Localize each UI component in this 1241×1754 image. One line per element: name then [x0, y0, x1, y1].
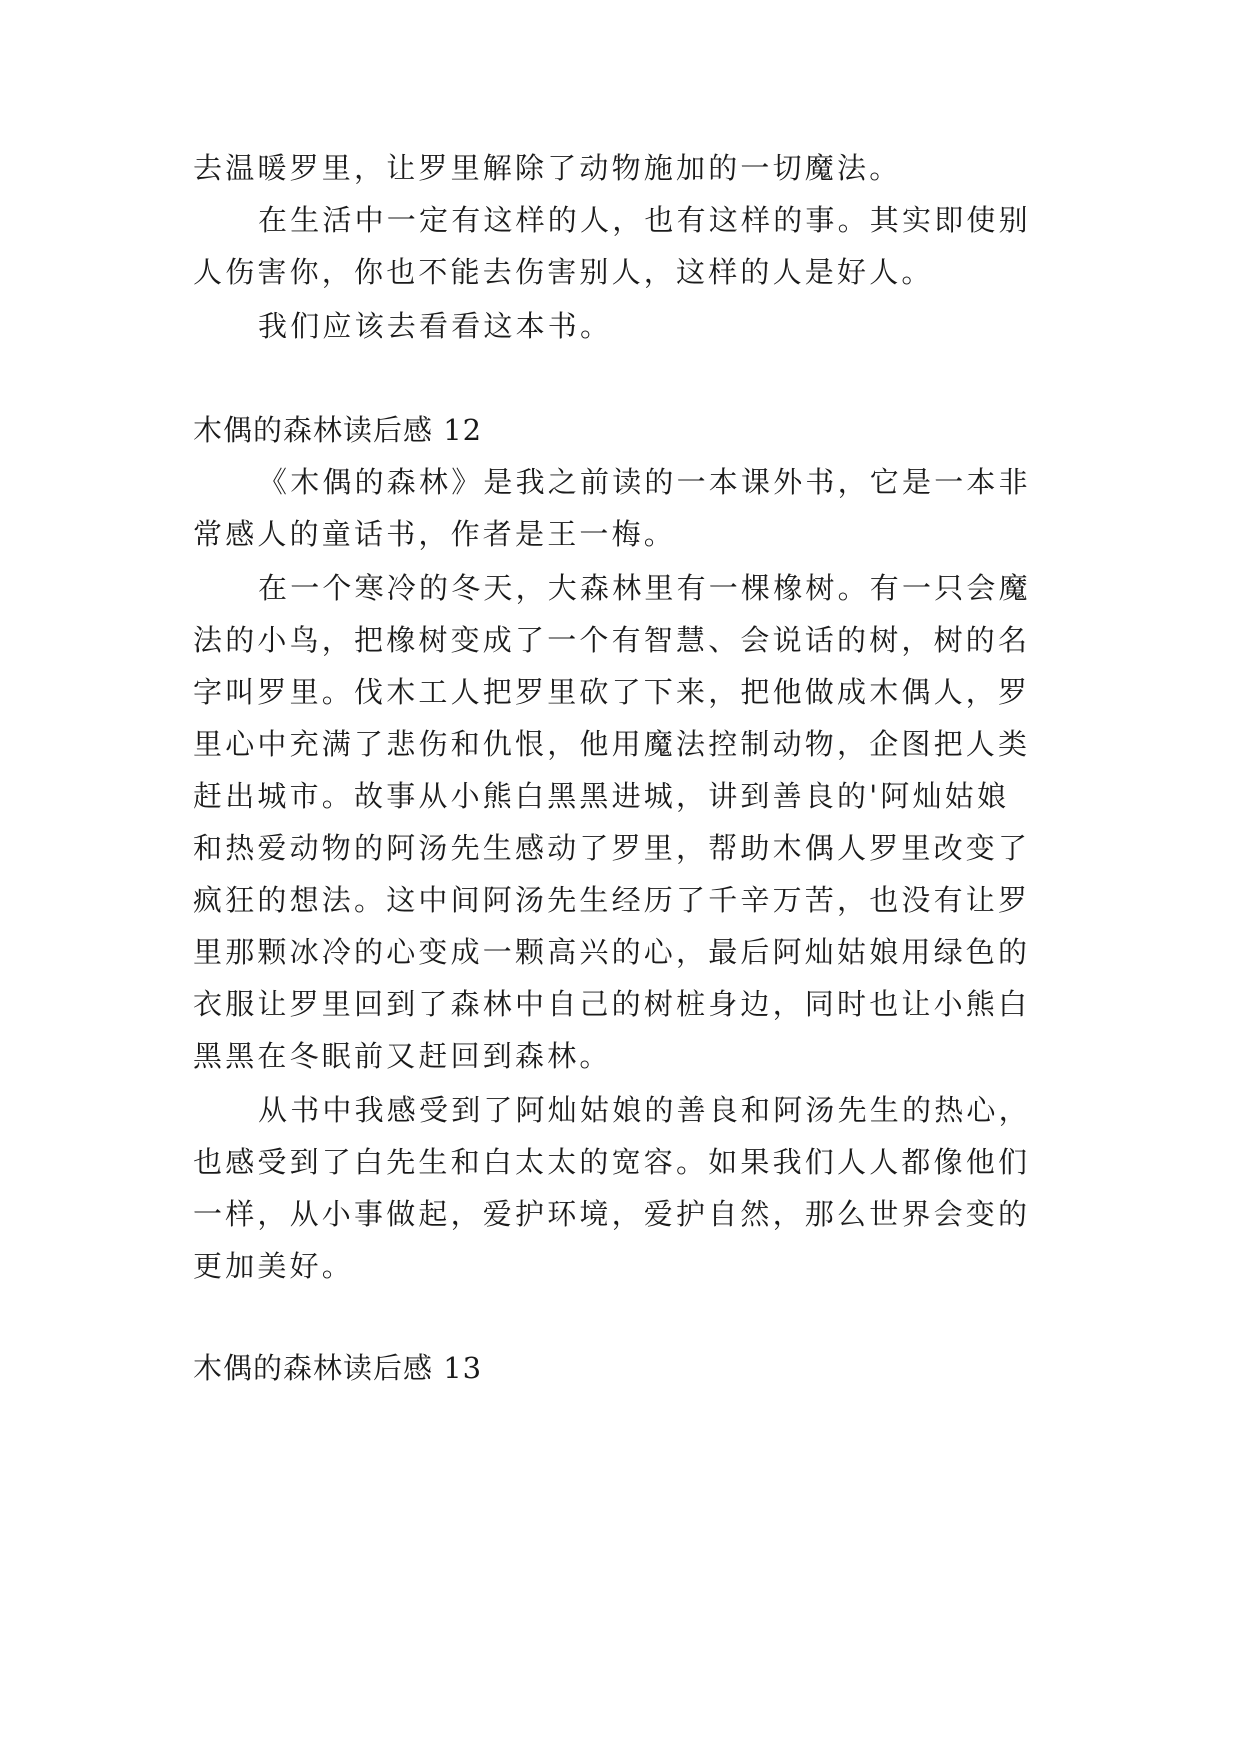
paragraph-line: 从书中我感受到了阿灿姑娘的善良和阿汤先生的热心，	[258, 1093, 1031, 1127]
paragraph-line: 法的小鸟，把橡树变成了一个有智慧、会说话的树，树的名	[193, 623, 1031, 657]
paragraph-line: 在生活中一定有这样的人，也有这样的事。其实即使别	[258, 203, 1031, 237]
section-heading: 木偶的森林读后感 13	[193, 1351, 483, 1385]
paragraph-line: 我们应该去看看这本书。	[258, 309, 613, 343]
paragraph-line: 在一个寒冷的冬天，大森林里有一棵橡树。有一只会魔	[258, 571, 1031, 605]
paragraph-line: 也感受到了白先生和白太太的宽容。如果我们人人都像他们	[193, 1145, 1031, 1179]
paragraph-line: 里那颗冰冷的心变成一颗高兴的心，最后阿灿姑娘用绿色的	[193, 935, 1031, 969]
paragraph-line: 和热爱动物的阿汤先生感动了罗里，帮助木偶人罗里改变了	[193, 831, 1031, 865]
paragraph-line: 疯狂的想法。这中间阿汤先生经历了千辛万苦，也没有让罗	[193, 883, 1031, 917]
paragraph-line: 一样，从小事做起，爱护环境，爱护自然，那么世界会变的	[193, 1197, 1031, 1231]
paragraph-line: 字叫罗里。伐木工人把罗里砍了下来，把他做成木偶人，罗	[193, 675, 1031, 709]
paragraph-line: 里心中充满了悲伤和仇恨，他用魔法控制动物，企图把人类	[193, 727, 1031, 761]
paragraph-line: 更加美好。	[193, 1249, 355, 1283]
paragraph-line: 去温暖罗里，让罗里解除了动物施加的一切魔法。	[193, 151, 902, 185]
paragraph-line: 黑黑在冬眠前又赶回到森林。	[193, 1039, 612, 1073]
paragraph-line: 常感人的童话书，作者是王一梅。	[193, 517, 677, 551]
section-heading: 木偶的森林读后感 12	[193, 413, 483, 447]
paragraph-line: 赶出城市。故事从小熊白黑黑进城，讲到善良的'阿灿姑娘	[193, 779, 1010, 813]
paragraph-line: 人伤害你，你也不能去伤害别人，这样的人是好人。	[193, 255, 934, 289]
paragraph-line: 《木偶的森林》是我之前读的一本课外书，它是一本非	[258, 465, 1031, 499]
paragraph-line: 衣服让罗里回到了森林中自己的树桩身边，同时也让小熊白	[193, 987, 1031, 1021]
